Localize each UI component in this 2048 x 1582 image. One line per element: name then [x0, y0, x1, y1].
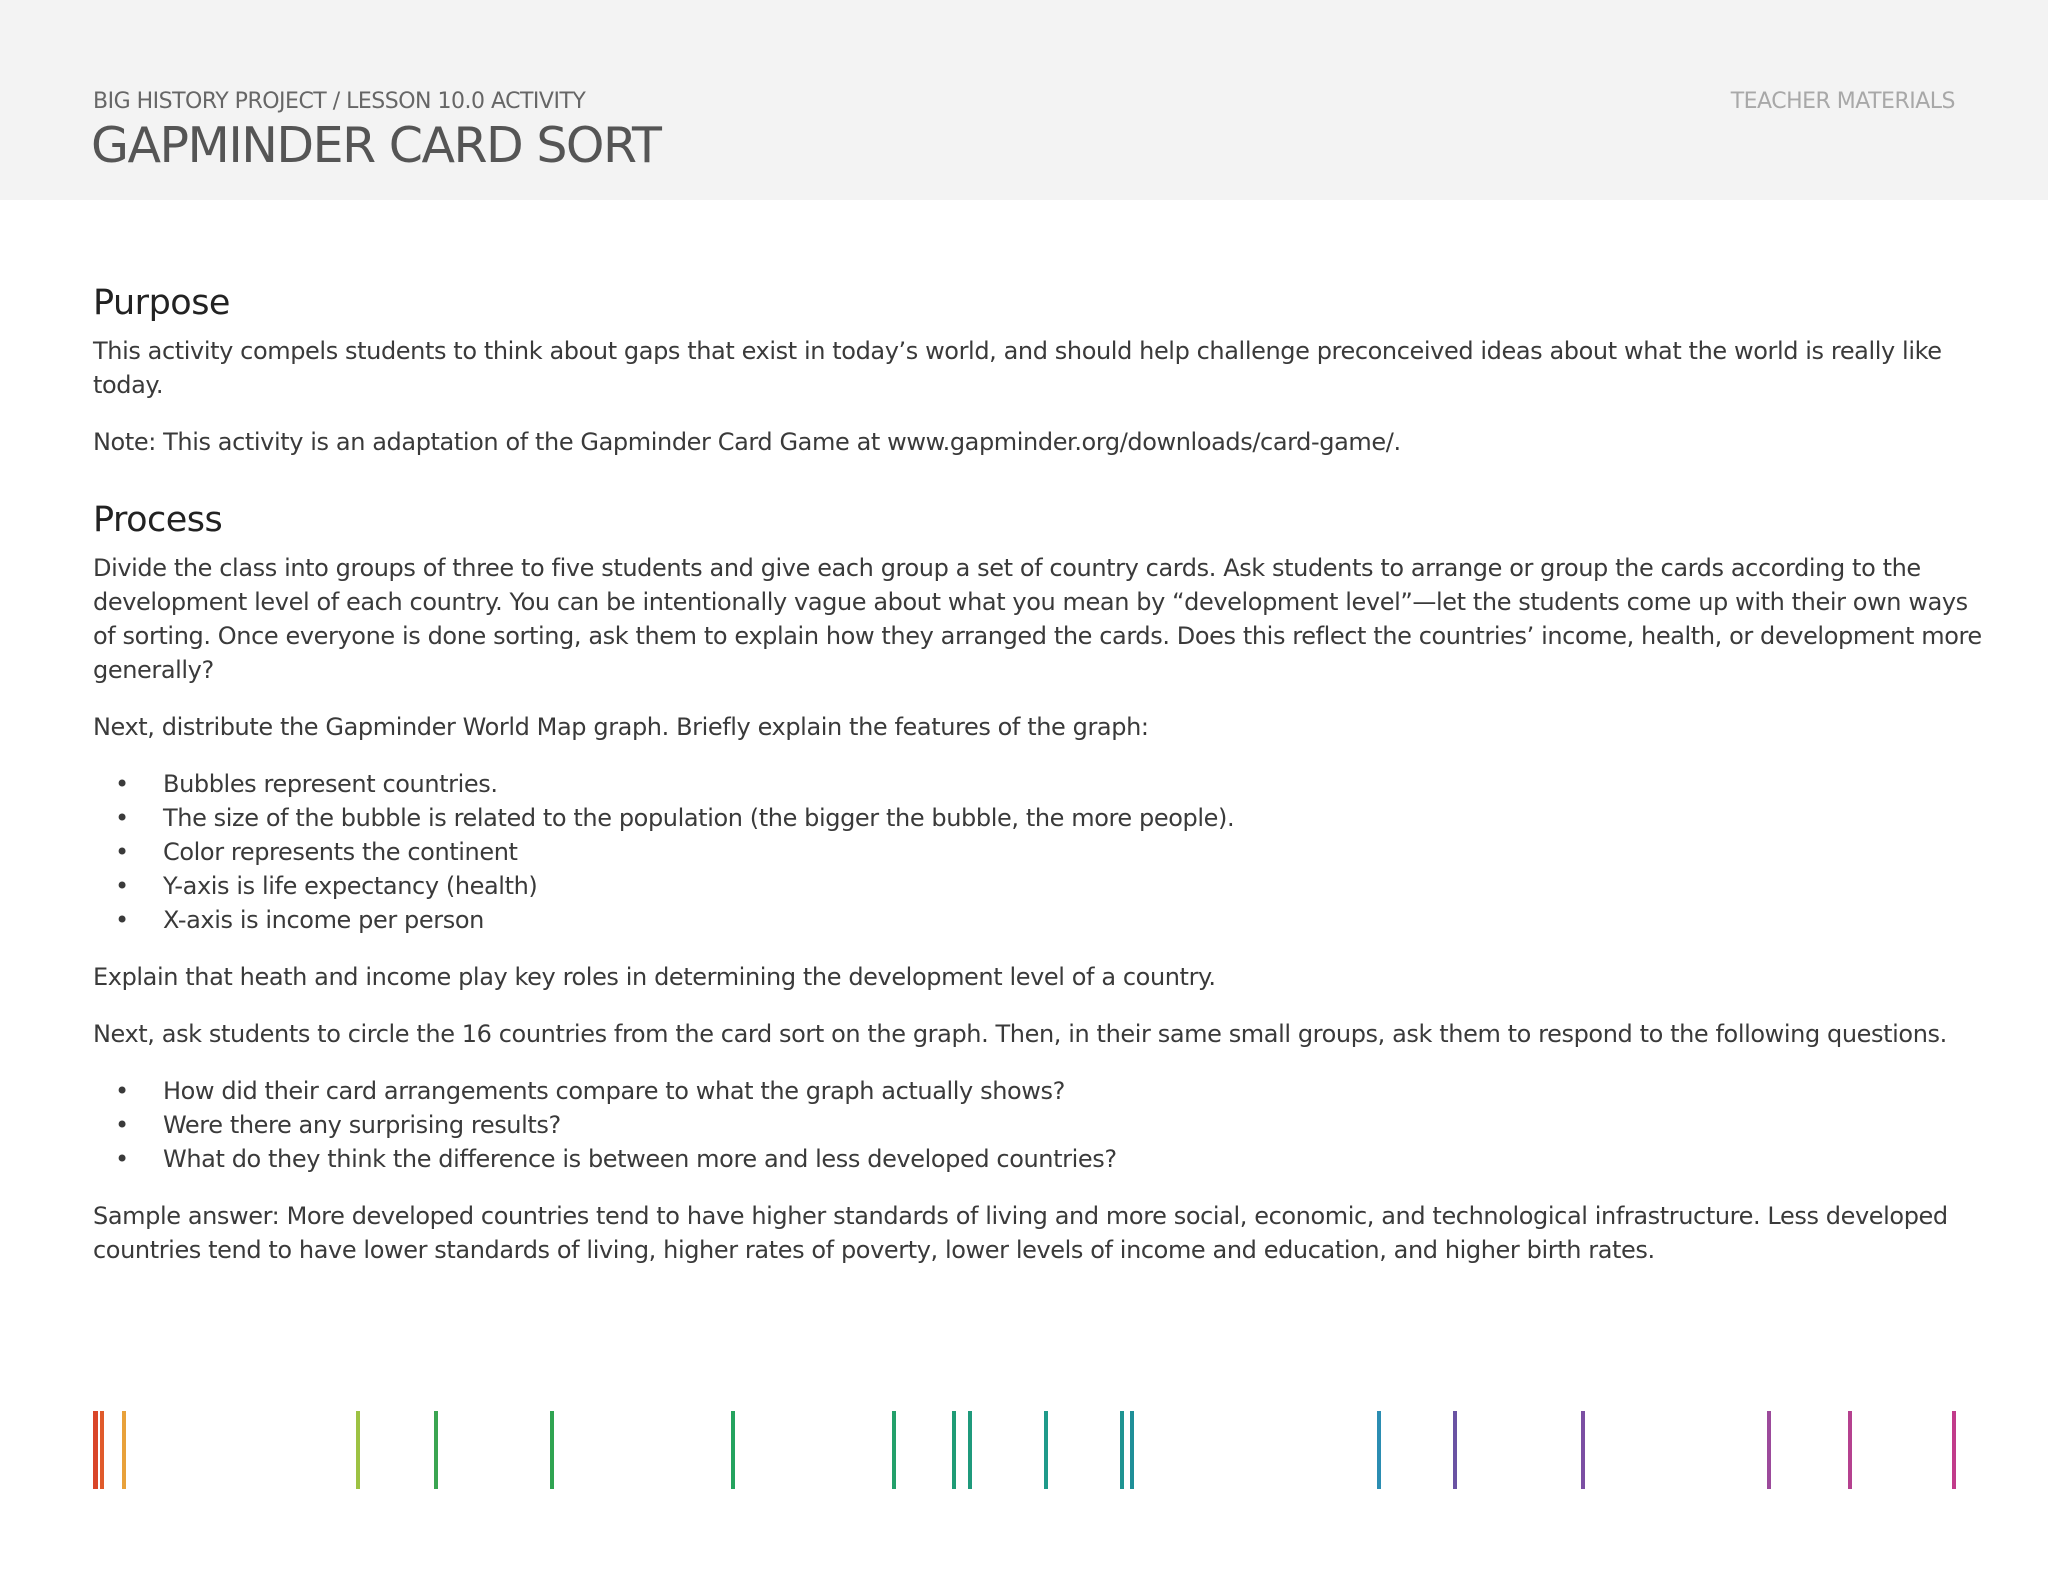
graph-features-list: [93, 767, 1993, 937]
page-header: [0, 0, 2048, 200]
questions-list: [93, 1074, 1993, 1176]
document-body: [93, 278, 1993, 1290]
list-item: • Y-axis is life expectancy (health): [93, 869, 1993, 903]
color-stripe: [93, 1411, 98, 1489]
list-item: • X-axis is income per person: [93, 903, 1993, 937]
color-stripe: [1581, 1411, 1585, 1489]
color-stripe: [100, 1411, 104, 1489]
list-item: • The size of the bubble is related to the population (the bigger the bubble, the more people).: [93, 801, 1993, 835]
color-stripe: [892, 1411, 896, 1489]
list-item: • Bubbles represent countries.: [93, 767, 1993, 801]
process-paragraph-4: Next, ask students to circle the 16 countries from the card sort on the graph. Then, in their same small groups, ask them to respond to the following questions.: [93, 1020, 1947, 1048]
color-stripe: [952, 1411, 956, 1489]
list-item: • What do they think the difference is between more and less developed countries?: [93, 1142, 1993, 1176]
color-stripe: [731, 1411, 735, 1489]
color-stripe: [1044, 1411, 1048, 1489]
audience-label: TEACHER MATERIALS: [1730, 89, 1955, 114]
process-heading: Process: [93, 500, 223, 540]
list-item: • Were there any surprising results?: [93, 1108, 1993, 1142]
color-stripe: [1130, 1411, 1134, 1489]
color-stripe: [968, 1411, 972, 1489]
color-stripe: [1120, 1411, 1124, 1489]
purpose-paragraph: This activity compels students to think about gaps that exist in today’s world, and should help challenge preconceived ideas about what the world is really like today.: [93, 337, 1942, 399]
purpose-heading: Purpose: [93, 283, 230, 323]
list-item: • Color represents the continent: [93, 835, 1993, 869]
color-stripe: [434, 1411, 438, 1489]
page-title: GAPMINDER CARD SORT: [91, 117, 661, 174]
footer-color-stripes: [0, 1410, 2048, 1490]
color-stripe: [1848, 1411, 1852, 1489]
note-paragraph: Note: This activity is an adaptation of the Gapminder Card Game at www.gapminder.org/downloads/card-game/.: [93, 428, 1401, 456]
color-stripe: [1377, 1411, 1381, 1489]
process-paragraph-3: Explain that heath and income play key roles in determining the development level of a country.: [93, 963, 1216, 991]
sample-answer-paragraph: Sample answer: More developed countries tend to have higher standards of living and more social, economic, and technological infrastructure. Less developed countries tend to have lower standards of living, higher rates of poverty, lower levels of income and education, and higher birth rates.: [93, 1202, 1948, 1264]
color-stripe: [122, 1411, 126, 1489]
color-stripe: [1767, 1411, 1771, 1489]
color-stripe: [1952, 1411, 1956, 1489]
process-paragraph-2: Next, distribute the Gapminder World Map graph. Briefly explain the features of the graph:: [93, 713, 1149, 741]
color-stripe: [550, 1411, 554, 1489]
list-item: • How did their card arrangements compare to what the graph actually shows?: [93, 1074, 1993, 1108]
color-stripe: [356, 1411, 360, 1489]
color-stripe: [1453, 1411, 1457, 1489]
series-label: BIG HISTORY PROJECT / LESSON 10.0 ACTIVITY: [93, 89, 586, 114]
process-paragraph-1: Divide the class into groups of three to five students and give each group a set of country cards. Ask students to arrange or group the cards according to the development level of each country. You can be intentionally vague about what you mean by “development level”—let the students come up with their own ways of sorting. Once everyone is done sorting, ask them to explain how they arranged the cards. Does this reflect the countries’ income, health, or development more generally?: [93, 554, 1982, 684]
